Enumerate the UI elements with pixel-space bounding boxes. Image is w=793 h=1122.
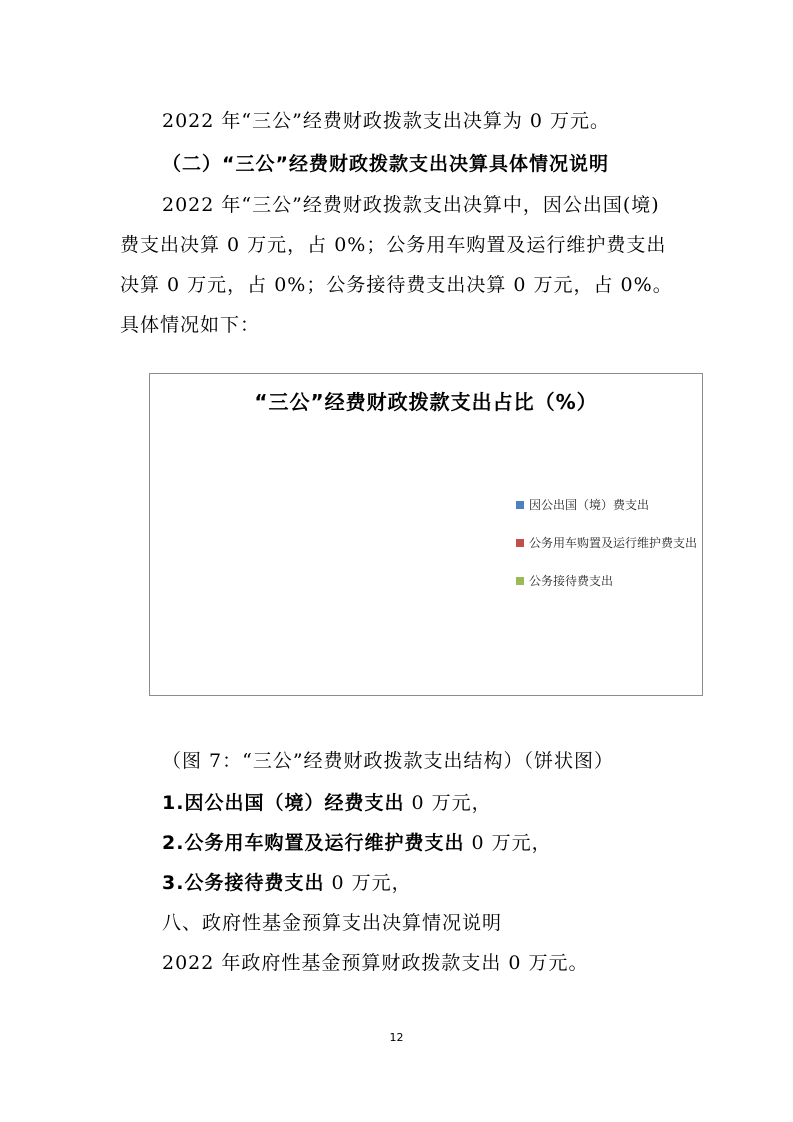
section-heading-details: （二）“三公”经费财政拨款支出决算具体情况说明 (162, 153, 609, 175)
paragraph-detail-line-2: 费支出决算 0 万元，占 0%；公务用车购置及运行维护费支出 (120, 234, 667, 256)
item-vehicle-label: 2.公务用车购置及运行维护费支出 (162, 832, 465, 854)
page-number: 12 (389, 1031, 404, 1044)
item-vehicle-value: 0 万元， (464, 832, 552, 854)
pie-chart (149, 373, 703, 696)
item-overseas-value: 0 万元， (404, 792, 492, 814)
pie-area (190, 444, 490, 644)
section8-heading: 八、政府性基金预算支出决算情况说明 (162, 912, 503, 934)
legend-label-overseas: 因公出国（境）费支出 (529, 498, 650, 512)
paragraph-detail-line-3: 决算 0 万元，占 0%；公务接待费支出决算 0 万元，占 0%。 (120, 274, 673, 296)
item-overseas-label: 1.因公出国（境）经费支出 (162, 792, 405, 814)
legend-swatch-vehicle (516, 539, 524, 547)
paragraph-detail-line-4: 具体情况如下： (120, 314, 261, 336)
legend-label-vehicle: 公务用车购置及运行维护费支出 (529, 536, 698, 550)
figure-caption: （图 7：“三公”经费财政拨款支出结构）（饼状图） (162, 750, 615, 772)
item-overseas (162, 791, 492, 815)
chart-title: “三公”经费财政拨款支出占比（%） (254, 390, 598, 414)
legend-item-overseas (516, 498, 700, 513)
legend-label-reception: 公务接待费支出 (529, 574, 614, 588)
item-vehicle (162, 831, 552, 855)
paragraph-detail-line-1: 2022 年“三公”经费财政拨款支出决算中，因公出国(境) (162, 194, 660, 216)
item-reception-value: 0 万元， (324, 872, 412, 894)
legend-swatch-overseas (516, 501, 524, 509)
legend-item-reception (516, 574, 700, 589)
legend-swatch-reception (516, 577, 524, 585)
paragraph-sangong-total: 2022 年“三公”经费财政拨款支出决算为 0 万元。 (162, 110, 610, 132)
item-reception (162, 871, 412, 895)
item-reception-label: 3.公务接待费支出 (162, 872, 325, 894)
section8-text: 2022 年政府性基金预算财政拨款支出 0 万元。 (162, 952, 589, 974)
legend-item-vehicle (516, 536, 700, 551)
